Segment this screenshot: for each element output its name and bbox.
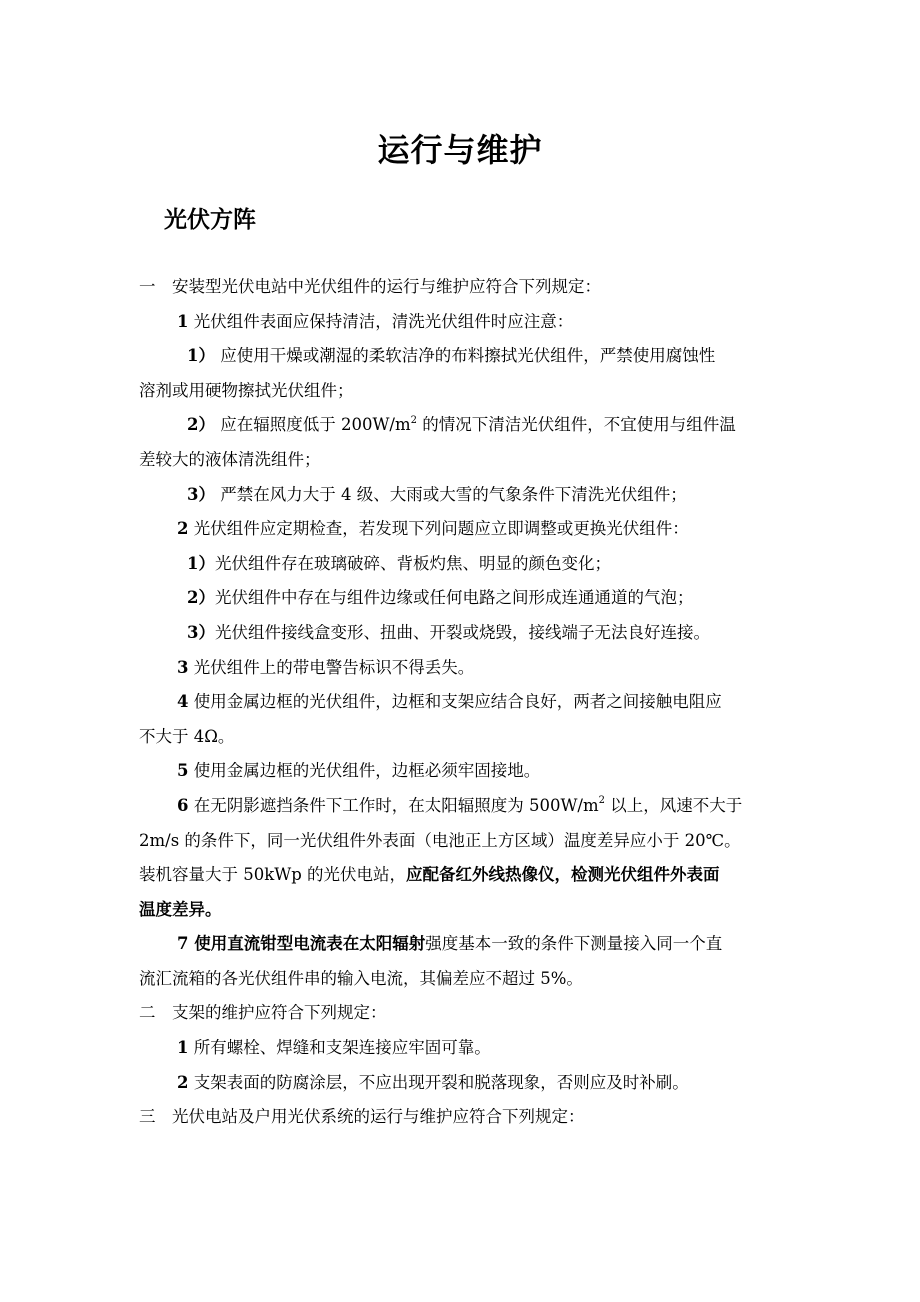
item-text: 光伏组件上的带电警告标识不得丢失。 [188, 657, 475, 677]
sub-item-2-1 [139, 547, 783, 582]
support-item-2 [139, 1066, 783, 1101]
sub-item-text-cont: 的情况下清洁光伏组件，不宜使用与组件温 [417, 415, 736, 435]
sub-item-number: 1） [187, 346, 215, 366]
item-4 [139, 685, 783, 720]
item-text-cont: 以上，风速不大于 [605, 795, 743, 815]
item-text: 支架表面的防腐涂层，不应出现开裂和脱落现象，否则应及时补刷。 [188, 1072, 689, 1092]
sub-item-text: 光伏组件接线盒变形、扭曲、开裂或烧毁，接线端子无法良好连接。 [214, 622, 710, 642]
item-7-wrap: 流汇流箱的各光伏组件串的输入电流，其偏差应不超过 5%。 [139, 968, 583, 988]
item-6-line-3 [139, 858, 783, 893]
section-2-heading: 二 支架的维护应符合下列规定： [139, 1003, 387, 1023]
superscript: 2 [410, 414, 418, 426]
sub-item-2-3 [139, 616, 783, 651]
sub-item-text: 光伏组件中存在与组件边缘或任何电路之间形成连通通道的气泡； [214, 588, 694, 608]
item-7 [139, 927, 783, 962]
item-text: 强度基本一致的条件下测量接入同一个直 [425, 934, 723, 954]
item-text: 在无阴影遮挡条件下工作时，在太阳辐照度为 500W/m [188, 795, 599, 815]
item-2 [139, 512, 783, 547]
sub-item-text: 光伏组件存在玻璃破碎、背板灼焦、明显的颜色变化； [214, 553, 611, 573]
item-number: 5 [177, 761, 189, 781]
sub-item-1-1-wrap: 溶剂或用硬物擦拭光伏组件； [139, 380, 354, 400]
sub-item-number: 3） [187, 622, 215, 642]
sub-item-number: 3） [187, 484, 215, 504]
item-text: 光伏组件表面应保持清洁，清洗光伏组件时应注意： [188, 311, 574, 331]
item-number: 1 [177, 1038, 189, 1058]
item-text: 使用金属边框的光伏组件，边框和支架应结合良好，两者之间接触电阻应 [188, 692, 722, 712]
emphasis-text: 7 使用直流钳型电流表在太阳辐射 [177, 934, 426, 954]
item-6-line-2: 2m/s 的条件下，同一光伏组件外表面（电池正上方区域）温度差异应小于 20℃。 [139, 830, 741, 850]
item-number: 2 [177, 1072, 189, 1092]
item-6 [139, 789, 783, 824]
sub-item-text: 应使用干燥或潮湿的柔软洁净的布料擦拭光伏组件，严禁使用腐蚀性 [214, 346, 716, 366]
item-number: 1 [177, 311, 189, 331]
sub-item-text: 应在辐照度低于 200W/m [214, 415, 411, 435]
item-5 [139, 754, 783, 789]
section-heading: 光伏方阵 [164, 207, 256, 233]
item-1 [139, 305, 783, 340]
item-text: 光伏组件应定期检查，若发现下列问题应立即调整或更换光伏组件： [188, 519, 689, 539]
item-number: 4 [177, 692, 189, 712]
sub-item-text: 严禁在风力大于 4 级、大雨或大雪的气象条件下清洗光伏组件； [214, 484, 687, 504]
document-body [139, 270, 783, 1135]
item-number: 2 [177, 519, 189, 539]
sub-item-1-1 [139, 339, 783, 374]
superscript: 2 [598, 795, 606, 807]
item-3 [139, 651, 783, 686]
sub-item-number: 2） [187, 588, 215, 608]
item-text: 使用金属边框的光伏组件，边框必须牢固接地。 [188, 761, 541, 781]
page-title: 运行与维护 [377, 131, 543, 169]
sub-item-1-2-wrap: 差较大的液体清洗组件； [139, 449, 321, 469]
item-text: 所有螺栓、焊缝和支架连接应牢固可靠。 [188, 1038, 491, 1058]
support-item-1 [139, 1031, 783, 1066]
sub-item-number: 1） [187, 553, 215, 573]
sub-item-number: 2） [187, 415, 215, 435]
item-number: 6 [177, 795, 189, 815]
sub-item-1-2 [139, 408, 783, 443]
section-1-heading: 一 安装型光伏电站中光伏组件的运行与维护应符合下列规定： [139, 277, 601, 296]
sub-item-2-2 [139, 581, 783, 616]
sub-item-1-3 [139, 478, 783, 513]
item-text: 装机容量大于 50kWp 的光伏电站， [139, 865, 407, 885]
item-number: 3 [177, 657, 189, 677]
item-6-line-4: 温度差异。 [139, 899, 222, 919]
section-3-heading: 三 光伏电站及户用光伏系统的运行与维护应符合下列规定： [139, 1107, 585, 1127]
emphasis-text: 应配备红外线热像仪，检测光伏组件外表面 [406, 865, 720, 885]
item-4-wrap: 不大于 4Ω。 [139, 726, 235, 746]
